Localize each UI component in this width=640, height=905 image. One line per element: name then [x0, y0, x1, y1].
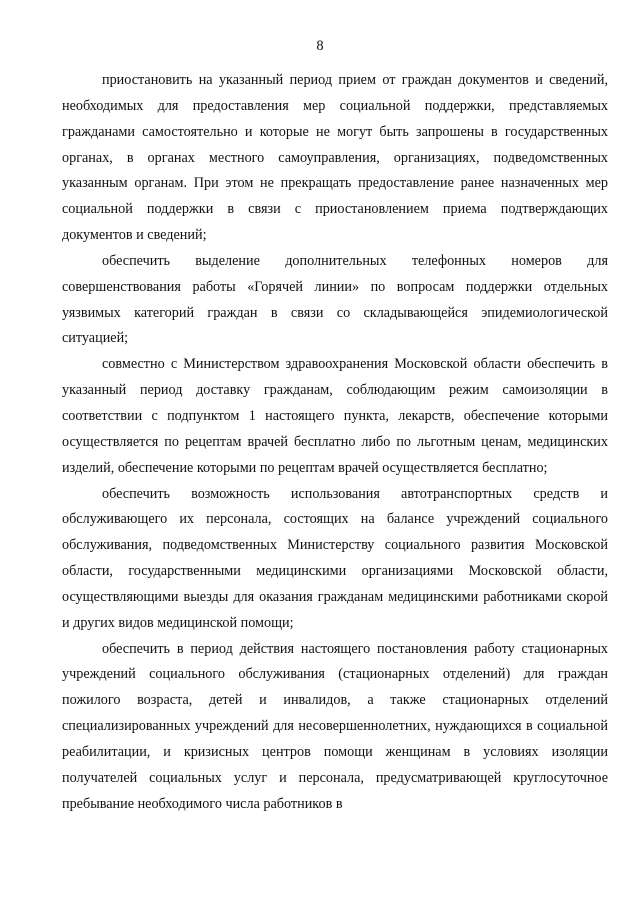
paragraph-medicine-delivery: совместно с Министерством здравоохранения Московской области обеспечить в указанный период доставку гражданам, соблюдающим режим самоизоляции в соответствии с подпунктом 1 настоящего пункта, лекарств, обеспечение которыми осуществляется по рецептам врачей бесплатно либо по льготным ценам, медицинских изделий, обеспечение которыми по рецептам врачей осуществляется бесплатно; — [62, 356, 608, 476]
page-number: 8 — [316, 38, 324, 54]
document-body — [62, 68, 608, 817]
paragraph-inpatient-institutions: обеспечить в период действия настоящего постановления работу стационарных учреждений социального обслуживания (стационарных отделений) для граждан пожилого возраста, детей и инвалидов, а также стационарных отделений специализированных учреждений для несовершеннолетних, нуждающихся в социальной реабилитации, и кризисных центров помощи женщинам в условиях изоляции получателей социальных услуг и персонала, предусматривающей круглосуточное пребывание необходимого числа работников в — [62, 640, 608, 812]
paragraph-vehicle-use: обеспечить возможность использования автотранспортных средств и обслуживающего их персонала, состоящих на балансе учреждений социального обслуживания, подведомственных Министерству социального развития Московской области, государственными медицинскими организациями Московской области, осуществляющими выезды для оказания гражданам медицинскими работниками скорой и других видов медицинской помощи; — [62, 485, 608, 631]
paragraph-suspend-document-intake: приостановить на указанный период прием от граждан документов и сведений, необходимых для предоставления мер социальной поддержки, представляемых гражданами самостоятельно и которые не могут быть запрошены в государственных органах, в органах местного самоуправления, организациях, подведомственных указанным органам. При этом не прекращать предоставление ранее назначенных мер социальной поддержки в связи с приостановлением приема подтверждающих документов и сведений; — [62, 72, 608, 244]
paragraph-hotline-phone-numbers: обеспечить выделение дополнительных телефонных номеров для совершенствования работы «Горячей линии» по вопросам поддержки отдельных уязвимых категорий граждан в связи со складывающейся эпидемиологической ситуацией; — [62, 252, 608, 347]
